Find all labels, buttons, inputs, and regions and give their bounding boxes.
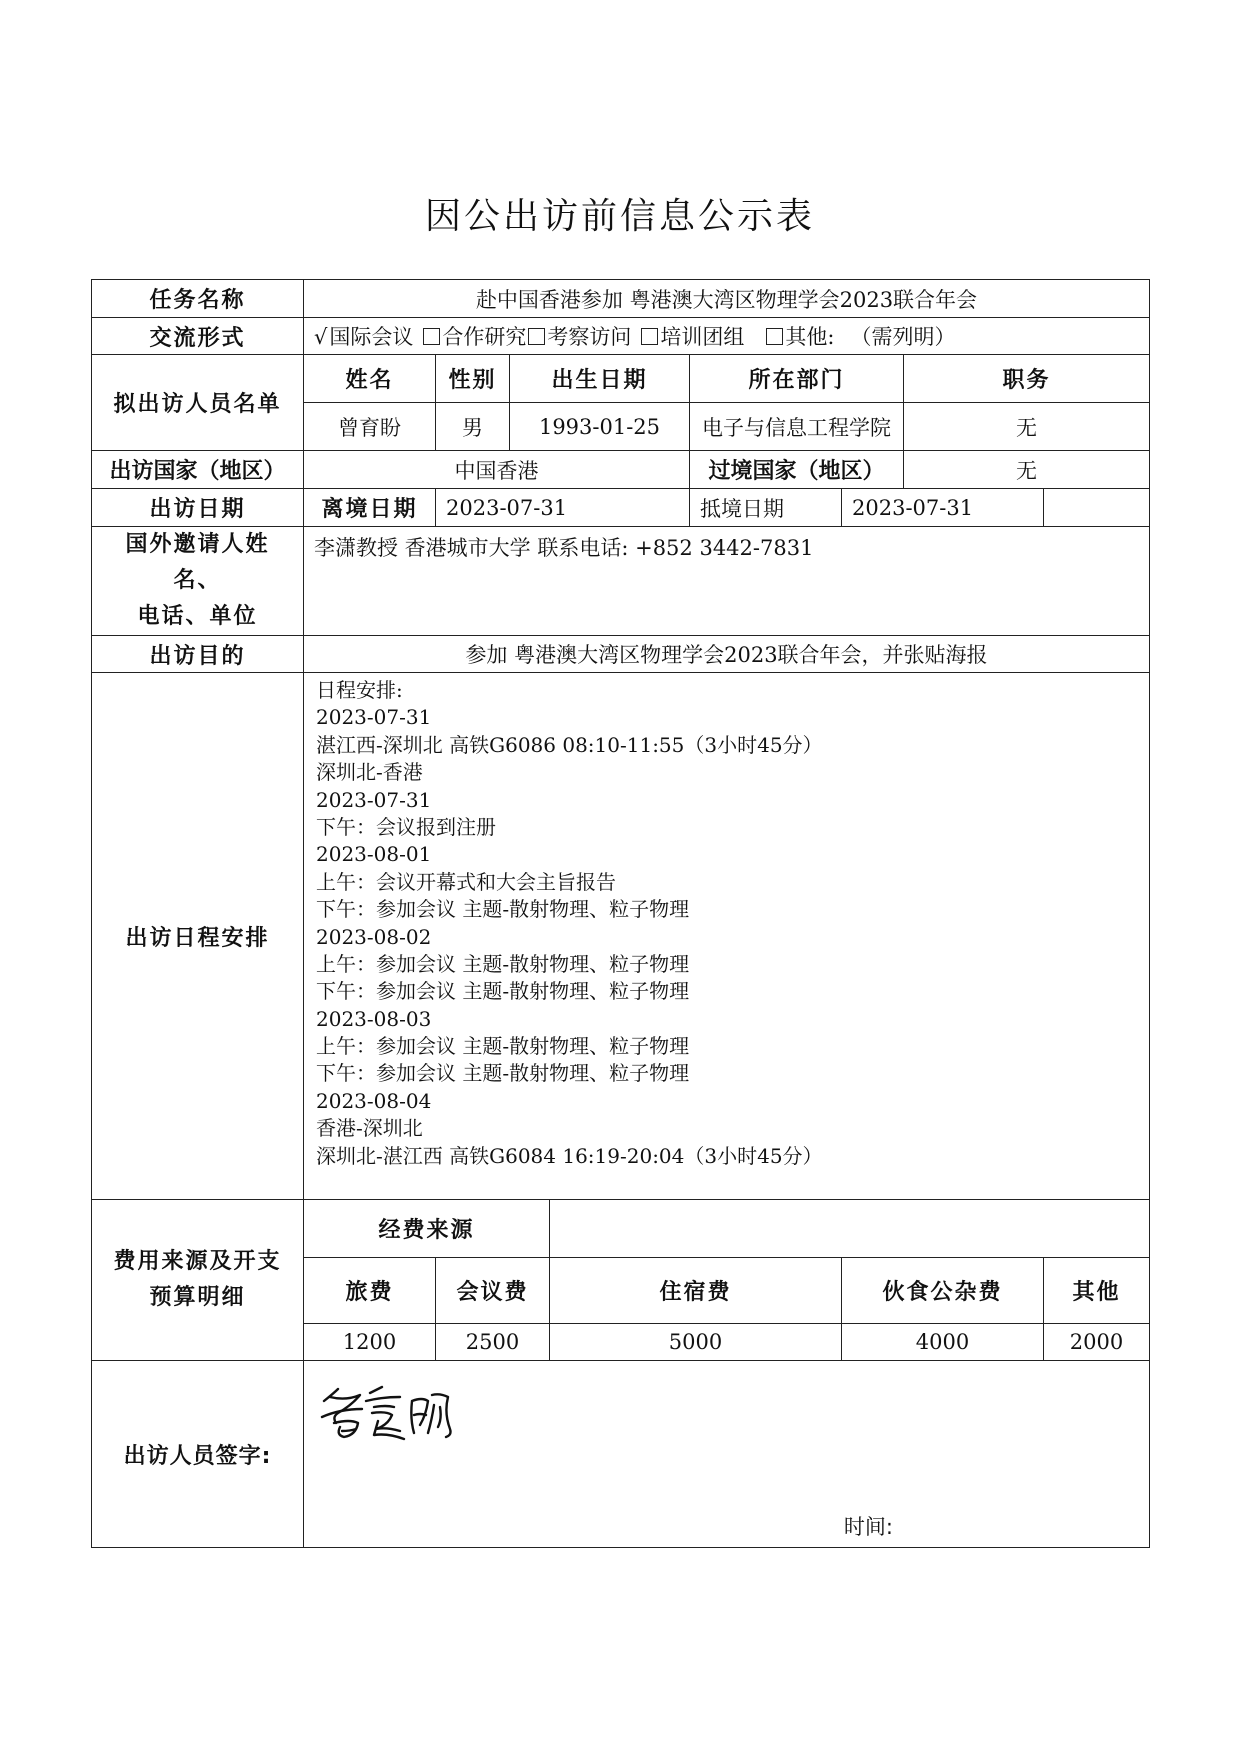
return-date: 2023-07-31 bbox=[842, 489, 1044, 527]
empty-cell bbox=[1044, 489, 1150, 527]
check-mark: √ bbox=[314, 325, 328, 349]
checkbox-icon bbox=[528, 328, 545, 345]
option-training-group: 培训团组 bbox=[660, 325, 745, 349]
lodging-fee-value: 5000 bbox=[550, 1324, 842, 1361]
schedule-line: 上午：会议开幕式和大会主旨报告 bbox=[316, 869, 616, 894]
schedule-line: 下午：参加会议 主题-散射物理、粒子物理 bbox=[316, 979, 690, 1004]
signature-label: 出访人员签字: bbox=[92, 1361, 304, 1548]
schedule-line: 深圳北-香港 bbox=[316, 760, 423, 785]
transit-value: 无 bbox=[904, 451, 1150, 489]
person-gender: 男 bbox=[436, 403, 510, 451]
task-value: 赴中国香港参加 粤港澳大湾区物理学会2023联合年会 bbox=[304, 280, 1150, 318]
purpose-row bbox=[92, 636, 1150, 673]
inviter-row bbox=[92, 527, 1150, 636]
checkbox-icon bbox=[641, 328, 658, 345]
exchange-options bbox=[304, 318, 1150, 355]
schedule-line: 湛江西-深圳北 高铁G6086 08:10-11:55（3小时45分） bbox=[316, 732, 823, 757]
option-international-conference: 国际会议 bbox=[329, 325, 414, 349]
dept-header: 所在部门 bbox=[690, 355, 904, 403]
meal-fee-value: 4000 bbox=[842, 1324, 1044, 1361]
exchange-label: 交流形式 bbox=[92, 318, 304, 355]
schedule-line: 上午：参加会议 主题-散射物理、粒子物理 bbox=[316, 951, 690, 976]
checkbox-icon bbox=[423, 328, 440, 345]
inviter-value: 李潇教授 香港城市大学 联系电话: +852 3442-7831 bbox=[304, 527, 1150, 636]
person-position: 无 bbox=[904, 403, 1150, 451]
schedule-line: 下午：参加会议 主题-散射物理、粒子物理 bbox=[316, 1061, 690, 1086]
page-title: 因公出访前信息公示表 bbox=[424, 196, 815, 237]
task-row bbox=[92, 280, 1150, 318]
depart-label: 离境日期 bbox=[304, 489, 436, 527]
schedule-content bbox=[304, 673, 1150, 1200]
inviter-label-line1: 国外邀请人姓名、 bbox=[125, 532, 270, 593]
person-birth: 1993-01-25 bbox=[510, 403, 690, 451]
country-value: 中国香港 bbox=[304, 451, 690, 489]
checkbox-icon bbox=[766, 328, 783, 345]
schedule-line: 2023-08-03 bbox=[316, 1006, 432, 1031]
schedule-line: 日程安排: bbox=[316, 678, 403, 702]
person-dept: 电子与信息工程学院 bbox=[690, 403, 904, 451]
travel-fee-value: 1200 bbox=[304, 1324, 436, 1361]
task-label: 任务名称 bbox=[92, 280, 304, 318]
schedule-label: 出访日程安排 bbox=[92, 673, 304, 1200]
birth-header: 出生日期 bbox=[510, 355, 690, 403]
travel-fee-header: 旅费 bbox=[304, 1258, 436, 1324]
inviter-label bbox=[92, 527, 304, 636]
option-inspection-visit: 考察访问 bbox=[547, 325, 632, 349]
signature-row bbox=[92, 1361, 1150, 1548]
schedule-row bbox=[92, 673, 1150, 1200]
person-name: 曾育盼 bbox=[304, 403, 436, 451]
position-header: 职务 bbox=[904, 355, 1150, 403]
time-label: 时间: bbox=[843, 1515, 893, 1539]
schedule-line: 2023-07-31 bbox=[316, 705, 432, 730]
dates-label: 出访日期 bbox=[92, 489, 304, 527]
option-specify-note: （需列明） bbox=[850, 325, 956, 349]
conference-fee-value: 2500 bbox=[436, 1324, 550, 1361]
gender-header: 性别 bbox=[436, 355, 510, 403]
option-other: 其他: bbox=[785, 325, 835, 349]
option-cooperative-research: 合作研究 bbox=[442, 325, 527, 349]
dates-row bbox=[92, 489, 1150, 527]
budget-source-row bbox=[92, 1200, 1150, 1258]
transit-label: 过境国家（地区） bbox=[690, 451, 904, 489]
other-fee-header: 其他 bbox=[1044, 1258, 1150, 1324]
source-value bbox=[550, 1200, 1150, 1258]
conference-fee-header: 会议费 bbox=[436, 1258, 550, 1324]
country-label: 出访国家（地区） bbox=[92, 451, 304, 489]
schedule-line: 上午：参加会议 主题-散射物理、粒子物理 bbox=[316, 1034, 690, 1059]
schedule-line: 下午：参加会议 主题-散射物理、粒子物理 bbox=[316, 897, 690, 922]
lodging-fee-header: 住宿费 bbox=[550, 1258, 842, 1324]
schedule-line: 下午：会议报到注册 bbox=[316, 814, 496, 839]
personnel-header-row bbox=[92, 355, 1150, 403]
name-header: 姓名 bbox=[304, 355, 436, 403]
schedule-line: 香港-深圳北 bbox=[316, 1116, 423, 1141]
budget-label-line1: 费用来源及开支 bbox=[113, 1249, 282, 1274]
schedule-line: 2023-08-01 bbox=[316, 842, 432, 867]
personnel-label: 拟出访人员名单 bbox=[92, 355, 304, 451]
handwritten-signature bbox=[316, 1379, 466, 1449]
exchange-row bbox=[92, 318, 1150, 355]
signature-area bbox=[304, 1361, 1150, 1548]
inviter-label-line2: 电话、单位 bbox=[137, 604, 258, 629]
info-table bbox=[91, 279, 1150, 1548]
source-label: 经费来源 bbox=[304, 1200, 550, 1258]
schedule-line: 2023-07-31 bbox=[316, 787, 432, 812]
schedule-line: 2023-08-04 bbox=[316, 1088, 432, 1113]
country-row bbox=[92, 451, 1150, 489]
depart-date: 2023-07-31 bbox=[436, 489, 690, 527]
purpose-label: 出访目的 bbox=[92, 636, 304, 673]
budget-label-line2: 预算明细 bbox=[149, 1285, 246, 1310]
other-fee-value: 2000 bbox=[1044, 1324, 1150, 1361]
return-label: 抵境日期 bbox=[690, 489, 842, 527]
meal-fee-header: 伙食公杂费 bbox=[842, 1258, 1044, 1324]
purpose-value: 参加 粤港澳大湾区物理学会2023联合年会，并张贴海报 bbox=[304, 636, 1150, 673]
schedule-line: 深圳北-湛江西 高铁G6084 16:19-20:04（3小时45分） bbox=[316, 1143, 823, 1168]
budget-label bbox=[92, 1200, 304, 1361]
schedule-line: 2023-08-02 bbox=[316, 924, 432, 949]
